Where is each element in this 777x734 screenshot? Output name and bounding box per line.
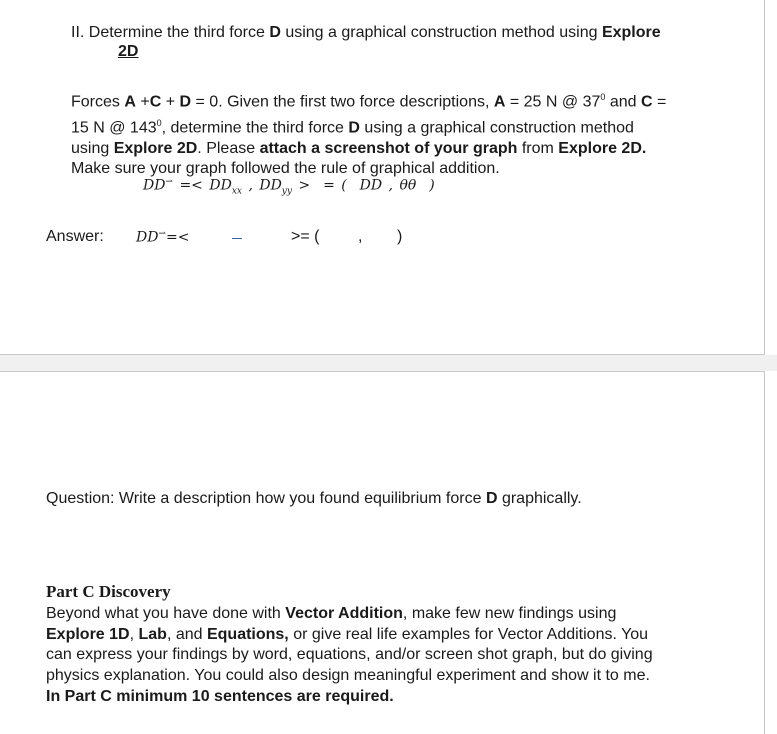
heading-text: II. Determine the third force — [71, 24, 270, 41]
eq-close: > — [298, 177, 311, 194]
partc-line-1 — [46, 604, 653, 625]
vector-arrow-icon: ⇀ — [158, 229, 166, 239]
degree-sup: 0 — [600, 92, 606, 102]
text: and — [605, 93, 641, 111]
text: + — [161, 93, 180, 111]
text: = — [652, 93, 667, 111]
explore-2d: Explore 2D. — [558, 139, 647, 157]
force-d: D — [348, 119, 360, 137]
instructions-paragraph — [71, 87, 666, 180]
text: , determine the third force — [161, 119, 349, 137]
eq-mag: DD — [359, 177, 383, 194]
text: , — [129, 625, 139, 643]
eq-paren-close: ) — [429, 177, 435, 194]
answer-blank-field[interactable] — [232, 234, 242, 239]
partc-paragraph — [46, 604, 653, 708]
text: graphically. — [497, 490, 582, 507]
partc-line-4: physics explanation. You could also design meaningful experiment and show it to me. — [46, 667, 650, 685]
heading-force-d: D — [269, 24, 281, 41]
text: , make few new findings using — [402, 605, 617, 622]
attach-screenshot: attach a screenshot of your graph — [259, 139, 518, 157]
eq-op: =< — [179, 177, 203, 194]
equations: Equations, — [206, 625, 289, 643]
eq-comma: , — [248, 177, 253, 194]
page-gap — [0, 355, 777, 371]
force-d: D — [179, 93, 192, 111]
text: , and — [166, 625, 207, 643]
force-c: C — [641, 93, 653, 111]
text: using a graphical construction method — [359, 119, 634, 137]
para-line-4: Make sure your graph followed the rule of graphical addition. — [71, 160, 500, 178]
text: + — [135, 93, 150, 111]
vector-equation — [143, 177, 435, 196]
eq-comma: , — [388, 177, 393, 194]
explore-1d: Explore 1D — [46, 625, 130, 643]
text: = 0. Given the first two force descriptions, — [191, 93, 494, 111]
force-d: D — [485, 490, 498, 507]
force-c: C — [149, 93, 162, 111]
explore-2d: Explore 2D — [113, 139, 198, 157]
eq-x: DD — [209, 177, 232, 194]
force-a: A — [124, 93, 136, 111]
para-line-2 — [71, 113, 666, 139]
text: . Please — [197, 139, 260, 157]
eq-y-sub: yy — [281, 186, 292, 197]
text: or give real life examples for Vector Additions. You — [288, 625, 649, 643]
section-heading — [71, 23, 661, 43]
heading-text-mid: using a graphical construction method using — [280, 24, 602, 41]
heading-explore: Explore — [601, 24, 661, 41]
vector-addition: Vector Addition — [285, 605, 403, 622]
partc-line-3: can express your findings by word, equations, and/or screen shot graph, but do giving — [46, 646, 653, 664]
answer-equation — [136, 229, 189, 246]
answer-paren-close: ) — [397, 228, 403, 245]
heading-2d-link[interactable]: 2D — [118, 43, 139, 60]
answer-comma: , — [358, 228, 363, 245]
answer-op: =< — [166, 229, 190, 246]
para-line-1 — [71, 87, 666, 113]
question-text — [46, 490, 582, 508]
eq-paren: = ( — [323, 177, 347, 194]
eq-lhs: DD — [143, 177, 166, 194]
text: Beyond what you have done with — [46, 605, 286, 622]
partc-line-2 — [46, 625, 653, 646]
answer-label: Answer: — [46, 228, 104, 245]
vector-arrow-icon: ⇀ — [165, 177, 173, 187]
degree-sup: 0 — [156, 117, 162, 128]
text: Question: Write a description how you found equilibrium force — [46, 490, 486, 507]
partc-line-5: In Part C minimum 10 sentences are required. — [46, 687, 394, 705]
force-a: A — [493, 93, 506, 111]
text: 15 N @ 143 — [71, 119, 157, 137]
partc-title: Part C Discovery — [46, 582, 171, 601]
text: Forces — [71, 93, 125, 111]
text: using — [71, 139, 114, 157]
eq-x-sub: xx — [231, 186, 242, 197]
para-line-3 — [71, 139, 666, 160]
text: = 25 N @ 37 — [505, 93, 601, 111]
answer-close: >= ( — [291, 228, 320, 245]
eq-angle: θθ — [399, 177, 417, 194]
text: from — [517, 139, 559, 157]
answer-lhs: DD — [136, 229, 159, 246]
eq-y: DD — [259, 177, 282, 194]
lab: Lab — [138, 625, 167, 643]
